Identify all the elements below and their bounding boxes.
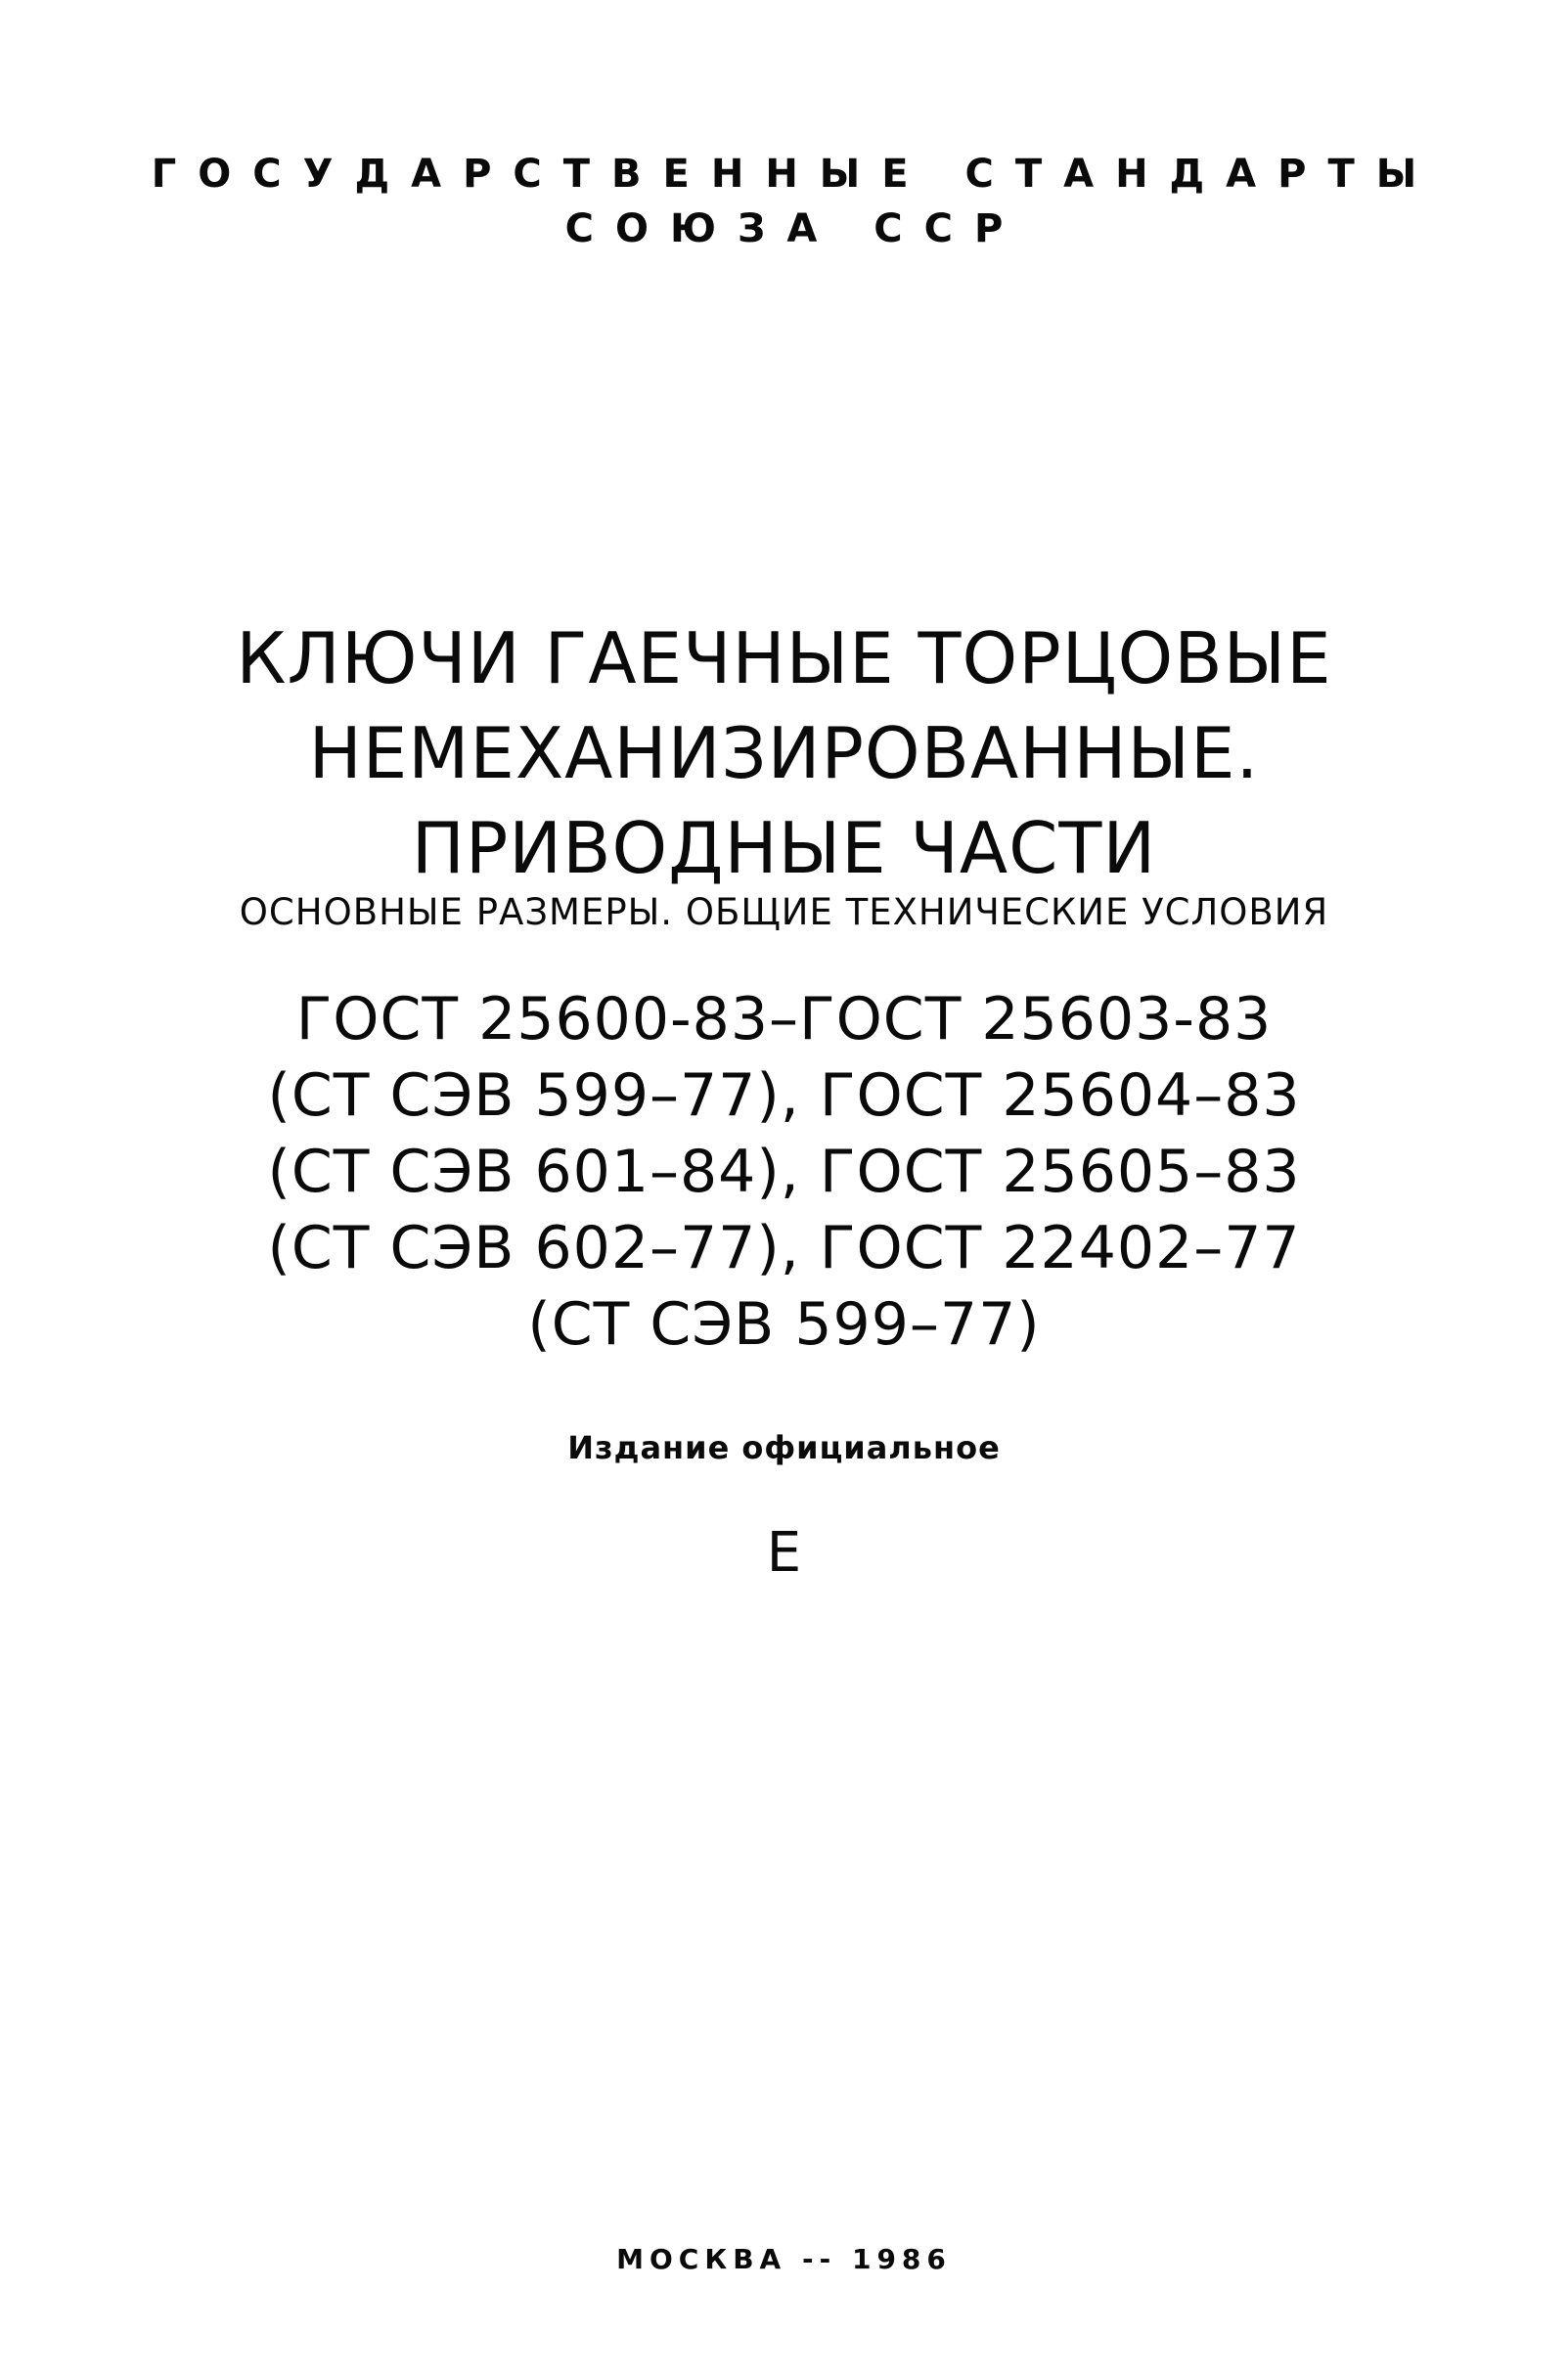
document-title-line-1: КЛЮЧИ ГАЕЧНЫЕ ТОРЦОВЫЕ bbox=[236, 617, 1332, 699]
series-header bbox=[0, 147, 1568, 256]
standard-line-5: (СТ СЭВ 599–77) bbox=[527, 1290, 1041, 1359]
standard-line-2: (СТ СЭВ 599–77), ГОСТ 25604–83 bbox=[267, 1061, 1301, 1130]
series-header-line-1: ГОСУДАРСТВЕННЫЕ СТАНДАРТЫ bbox=[151, 152, 1439, 197]
document-title-line-2: НЕМЕХАНИЗИРОВАННЫЕ. bbox=[308, 712, 1260, 794]
edition-label: Издание официальное bbox=[567, 1429, 1001, 1466]
document-title-line-3: ПРИВОДНЫЕ ЧАСТИ bbox=[411, 807, 1157, 889]
series-header-line-2: СОЮЗА ССР bbox=[564, 206, 1025, 251]
standard-line-3: (СТ СЭВ 601–84), ГОСТ 25605–83 bbox=[267, 1138, 1301, 1206]
edition-mark: Е bbox=[766, 1521, 802, 1585]
standard-line-4: (СТ СЭВ 602–77), ГОСТ 22402–77 bbox=[267, 1214, 1301, 1282]
standard-line-1: ГОСТ 25600-83–ГОСТ 25603-83 bbox=[295, 985, 1273, 1054]
document-title bbox=[0, 611, 1568, 896]
standard-numbers bbox=[0, 981, 1568, 1363]
document-subtitle: ОСНОВНЫЕ РАЗМЕРЫ. ОБЩИЕ ТЕХНИЧЕСКИЕ УСЛОВИЯ bbox=[239, 891, 1329, 933]
imprint-city-year: МОСКВА -- 1986 bbox=[616, 2243, 952, 2275]
